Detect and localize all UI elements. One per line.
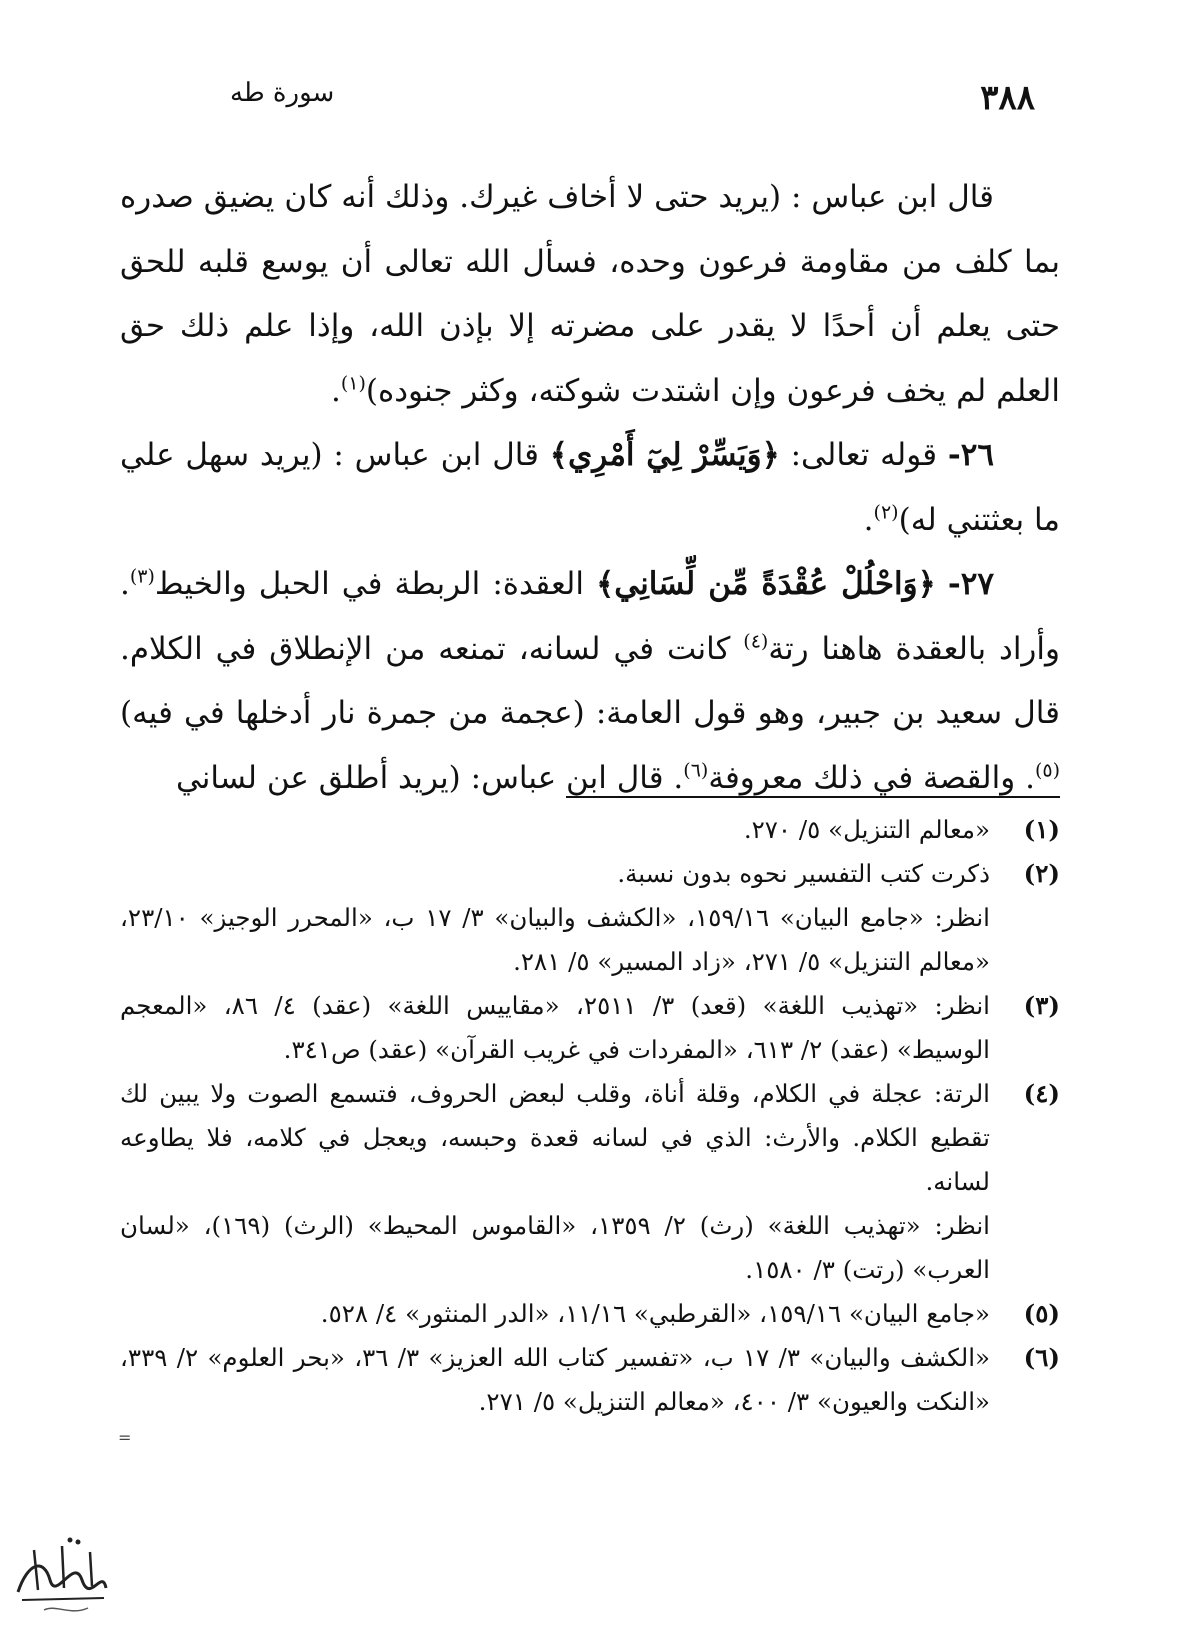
library-stamp-logo <box>4 1528 116 1626</box>
footnote-number: (٤) <box>1023 1079 1060 1108</box>
paragraph-text: قال ابن عباس : (يريد سهل علي ما بعثتني له) <box>120 437 1060 538</box>
paragraph-text: العقدة: الربطة في الحبل والخيط <box>154 566 584 602</box>
footnote <box>120 1292 1060 1336</box>
footnote-body <box>120 808 990 852</box>
page-header <box>230 78 1035 128</box>
quran-verse: ﴿وَيَسِّرْ لِيٓ أَمْرِي﴾ <box>549 437 780 473</box>
paragraph: قال ابن عباس : (يريد حتى لا أخاف غيرك. وذلك أنه كان يضيق صدره بما كلف من مقاومة فرعون وحده، فسأل الله تعالى أن يوسع قلبه للحق حتى يعلم أن أحدًا لا يقدر على مضرته إلا بإذن الله، وإذا علم ذلك حق العلم لم يخف فرعون وإن اشتدت شوكته، وكثر جنوده)$^{(١)}$. <box>120 179 1060 409</box>
footnote-number: (٢) <box>1023 859 1060 888</box>
footnote-text: ذكرت كتب التفسير نحوه بدون نسبة. <box>617 859 990 888</box>
footnote-ref: (٢) <box>873 501 899 524</box>
paragraph-text: كانت في لسانه، تمنعه من الإنطلاق في الكلام. قال سعيد بن جبير، وهو قول العامة: (عجمة من جمرة نار أدخلها في فيه) <box>120 630 1060 731</box>
paragraph-text: قال ابن عباس : (يريد حتى لا أخاف غيرك. وذلك أنه كان يضيق صدره بما كلف من مقاومة فرعون وحده، فسأل الله تعالى أن يوسع قلبه للحق حتى يعلم أن أحدًا لا يقدر على مضرته إلا بإذن الله، وإذا علم ذلك حق العلم لم يخف فرعون وإن اشتدت شوكته، وكثر جنوده) <box>120 179 1060 409</box>
quran-verse: ﴿وَاحْلُلْ عُقْدَةً مِّن لِّسَانِي﴾ <box>596 566 936 602</box>
footnote <box>120 852 1060 984</box>
footnote-text: انظر: «جامع البيان» ١٥٩/١٦، «الكشف والبيان» ٣/ ١٧ ب، «المحرر الوجيز» ٢٣/١٠، «معالم التنزيل» ٥/ ٢٧١، «زاد المسير» ٥/ ٢٨١. <box>120 903 990 976</box>
footnote-ref: (٦) <box>683 759 709 782</box>
footnote-divider <box>566 796 1060 798</box>
footnote-body <box>120 1292 990 1336</box>
footnote-ref: (٤) <box>743 630 769 653</box>
footnote-ref: (٥) <box>1034 759 1060 782</box>
footnote-body <box>120 984 990 1072</box>
footnote <box>120 984 1060 1072</box>
main-text <box>120 165 1060 810</box>
footnote-text: «معالم التنزيل» ٥/ ٢٧٠. <box>743 815 990 844</box>
stamp-dot <box>68 1538 73 1543</box>
footnote-number: (٣) <box>1023 991 1060 1020</box>
footnote-ref: (٣) <box>129 565 155 588</box>
footnote-text: انظر: «تهذيب اللغة» (قعد) ٣/ ٢٥١١، «مقاييس اللغة» (عقد) ٤/ ٨٦، «المعجم الوسيط» (عقد) ٢/ ٦١٣، «المفردات في غريب القرآن» (عقد) ص٣٤١. <box>120 991 990 1064</box>
page-number: ٣٨٨ <box>980 78 1035 118</box>
verse-number: ٢٧- <box>947 566 994 602</box>
footnote-ref: (١) <box>340 372 366 395</box>
footnote-body <box>120 852 990 984</box>
paragraph-text: والقصة في ذلك معروفة <box>708 759 1016 796</box>
footnote-number: (٦) <box>1023 1343 1060 1372</box>
stamp-stroke <box>22 1598 104 1600</box>
paragraph-text: وأراد بالعقدة هاهنا رتة <box>768 630 1060 667</box>
footnote-text: «الكشف والبيان» ٣/ ١٧ ب، «تفسير كتاب الله العزيز» ٣/ ٣٦، «بحر العلوم» ٢/ ٣٣٩، «النكت والعيون» ٣/ ٤٠٠، «معالم التنزيل» ٥/ ٢٧١. <box>120 1343 990 1416</box>
paragraph-text: قوله تعالى: <box>790 437 938 473</box>
footnote-number: (٥) <box>1023 1299 1060 1328</box>
footnote <box>120 808 1060 852</box>
footnote <box>120 1336 1060 1424</box>
continuation-mark: = <box>118 1428 132 1447</box>
footnote-text: الرتة: عجلة في الكلام، وقلة أناة، وقلب لبعض الحروف، فتسمع الصوت ولا يبين لك تقطيع الكلام. والأرث: الذي في لسانه قعدة وحبسه، ويعجل في كلامه، فلا يطاوعه لسانه. <box>120 1079 990 1196</box>
footnote-number: (١) <box>1023 815 1060 844</box>
paragraph: ٢٦- قوله تعالى: ﴿وَيَسِّرْ لِيٓ أَمْرِي﴾ قال ابن عباس : (يريد سهل علي ما بعثتني له)$^{(٢)}$. <box>120 437 1060 538</box>
paragraph: ٢٧- ﴿وَاحْلُلْ عُقْدَةً مِّن لِّسَانِي﴾ العقدة: الربطة في الحبل والخيط$^{(٣)}$. وأراد بالعقدة هاهنا رتة$^{(٤)}$ كانت في لسانه، تمنعه من الإنطلاق في الكلام. قال سعيد بن جبير، وهو قول العامة: (عجمة من جمرة نار أدخلها في فيه)$^{(٥)}$. والقصة في ذلك معروفة$^{(٦)}$. قال ابن عباس: (يريد أطلق عن لساني <box>120 565 1060 796</box>
footnote <box>120 1072 1060 1292</box>
footnote-text: «جامع البيان» ١٥٩/١٦، «القرطبي» ١١/١٦، «الدر المنثور» ٤/ ٥٢٨. <box>320 1299 990 1328</box>
paragraph-text: قال ابن عباس: (يريد أطلق عن لساني <box>175 759 664 796</box>
footnote-text: انظر: «تهذيب اللغة» (رث) ٢/ ١٣٥٩، «القاموس المحيط» (الرث) (١٦٩)، «لسان العرب» (رتت) ٣/ ١٥٨٠. <box>120 1211 990 1284</box>
footnote-body <box>120 1072 990 1292</box>
verse-number: ٢٦- <box>947 437 995 473</box>
running-title: سورة طه <box>230 78 335 108</box>
stamp-stroke <box>44 1608 88 1611</box>
footnotes <box>120 808 1060 1424</box>
stamp-dot <box>76 1540 81 1545</box>
footnote-body <box>120 1336 990 1424</box>
